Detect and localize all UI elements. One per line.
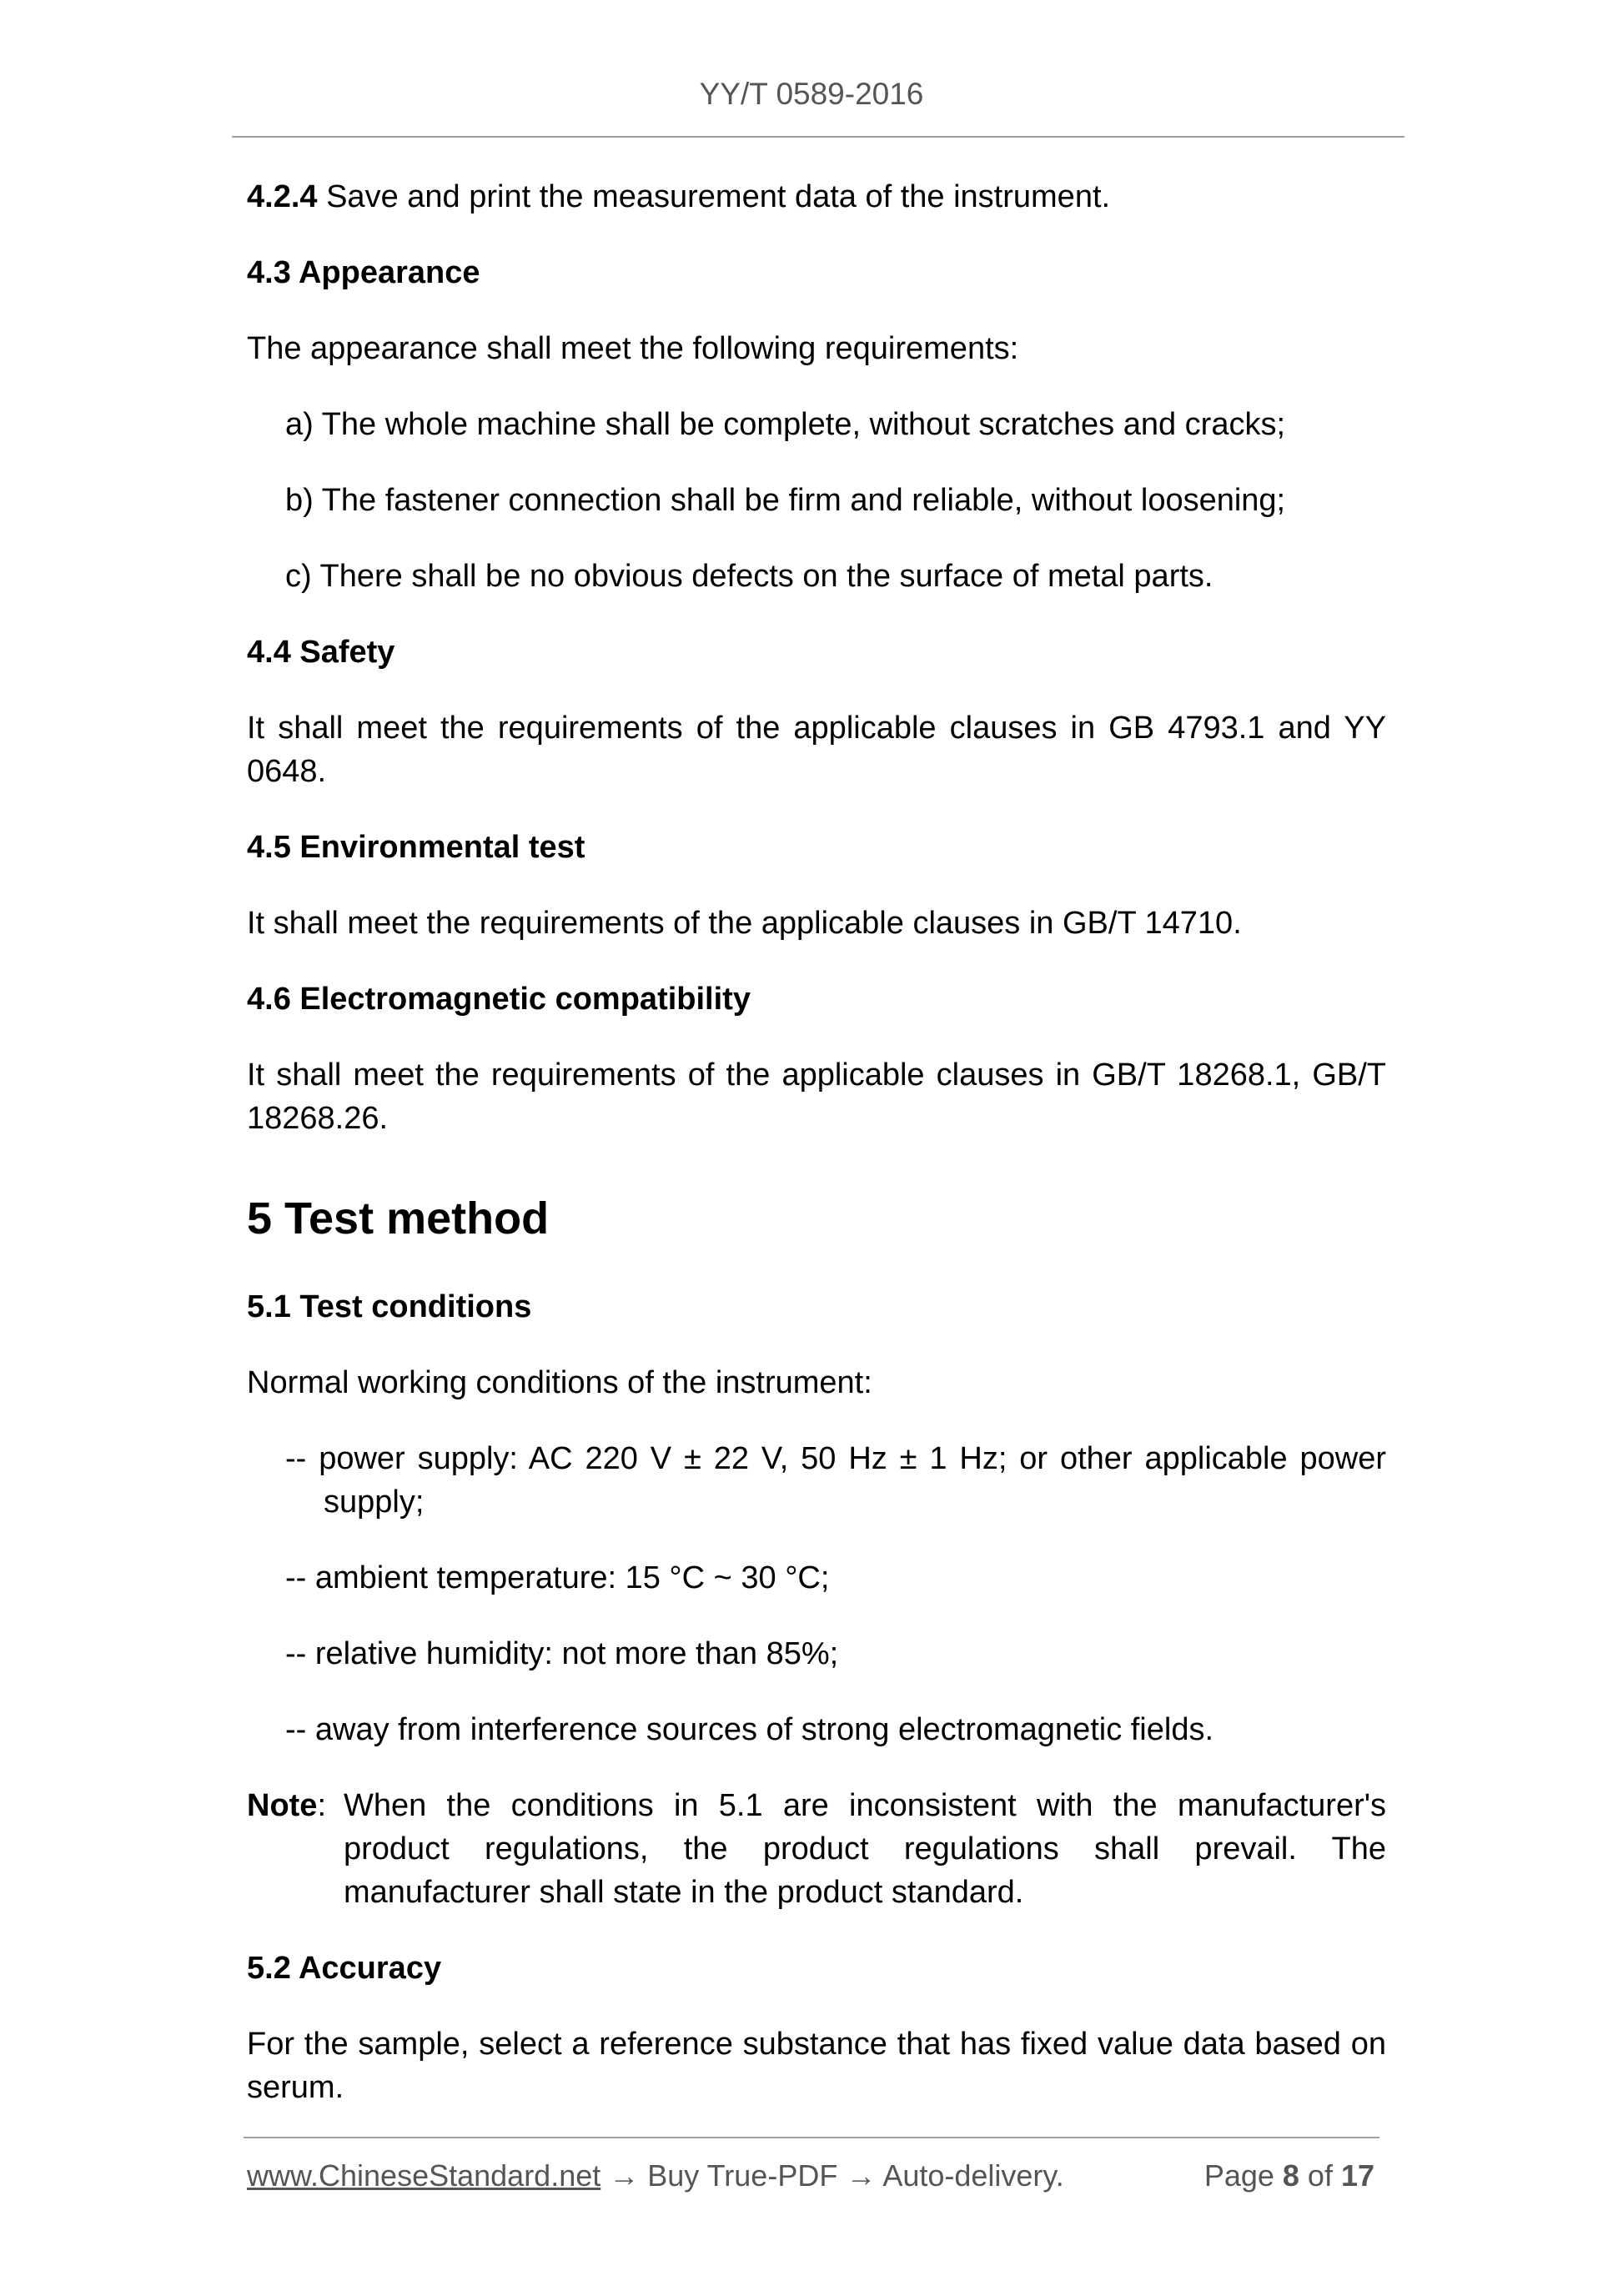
list-item-a: a) The whole machine shall be complete, without scratches and cracks;	[285, 407, 1286, 442]
paragraph-4-4: It shall meet the requirements of the applicable clauses in GB 4793.1 and YY 0648.	[247, 711, 1386, 789]
page-total: 17	[1340, 2158, 1374, 2193]
footer-promo	[247, 2158, 1064, 2193]
condition-item-power: -- power supply: AC 220 V ± 22 V, 50 Hz ± 1 Hz; or other applicable power supply;	[285, 1441, 1386, 1520]
heading-5-2: 5.2 Accuracy	[247, 1951, 442, 1986]
paragraph-4-5: It shall meet the requirements of the applicable clauses in GB/T 14710.	[247, 906, 1242, 941]
footer-divider	[244, 2137, 1379, 2138]
heading-4-5: 4.5 Environmental test	[247, 830, 585, 865]
paragraph-4-6: It shall meet the requirements of the applicable clauses in GB/T 18268.1, GB/T 18268.26.	[247, 1058, 1386, 1136]
heading-4-3: 4.3 Appearance	[247, 255, 480, 290]
running-header: YY/T 0589-2016	[699, 77, 924, 111]
clause-4-2-4	[247, 175, 1386, 219]
page-number: 8	[1282, 2158, 1299, 2193]
page-footer	[247, 2158, 1374, 2193]
condition-item-emf: -- away from interference sources of strong electromagnetic fields.	[285, 1712, 1214, 1747]
document-body	[247, 175, 1386, 2142]
list-item-b: b) The fastener connection shall be firm and reliable, without loosening;	[285, 483, 1286, 518]
paragraph-5-1-intro: Normal working conditions of the instrument:	[247, 1365, 872, 1400]
paragraph-5-2: For the sample, select a reference substance that has fixed value data based on serum.	[247, 2027, 1386, 2105]
list-item-c: c) There shall be no obvious defects on the surface of metal parts.	[285, 559, 1213, 594]
clause-number: 4.2.4	[247, 179, 318, 214]
heading-5: 5 Test method	[247, 1193, 550, 1243]
paragraph-4-3-intro: The appearance shall meet the following requirements:	[247, 331, 1019, 366]
heading-4-4: 4.4 Safety	[247, 635, 395, 670]
heading-4-6: 4.6 Electromagnetic compatibility	[247, 982, 751, 1017]
heading-5-1: 5.1 Test conditions	[247, 1289, 532, 1324]
header-divider	[232, 136, 1404, 138]
condition-item-humidity: -- relative humidity: not more than 85%;	[285, 1636, 839, 1671]
note-label: Note:	[247, 1788, 327, 1823]
footer-promo-text: → Buy True-PDF → Auto-delivery.	[600, 2158, 1064, 2193]
clause-text: Save and print the measurement data of the instrument.	[317, 179, 1111, 214]
note-block	[247, 1784, 1386, 1914]
website-link[interactable]: www.ChineseStandard.net	[247, 2158, 601, 2193]
condition-item-temperature: -- ambient temperature: 15 °C ~ 30 °C;	[285, 1560, 830, 1595]
page-indicator: Page 8 of 17	[1203, 2158, 1374, 2193]
note-text: When the conditions in 5.1 are inconsistent with the manufacturer's product regulations, the product regulations shall prevail. The manufacturer shall state in the product standard.	[344, 1788, 1386, 1910]
